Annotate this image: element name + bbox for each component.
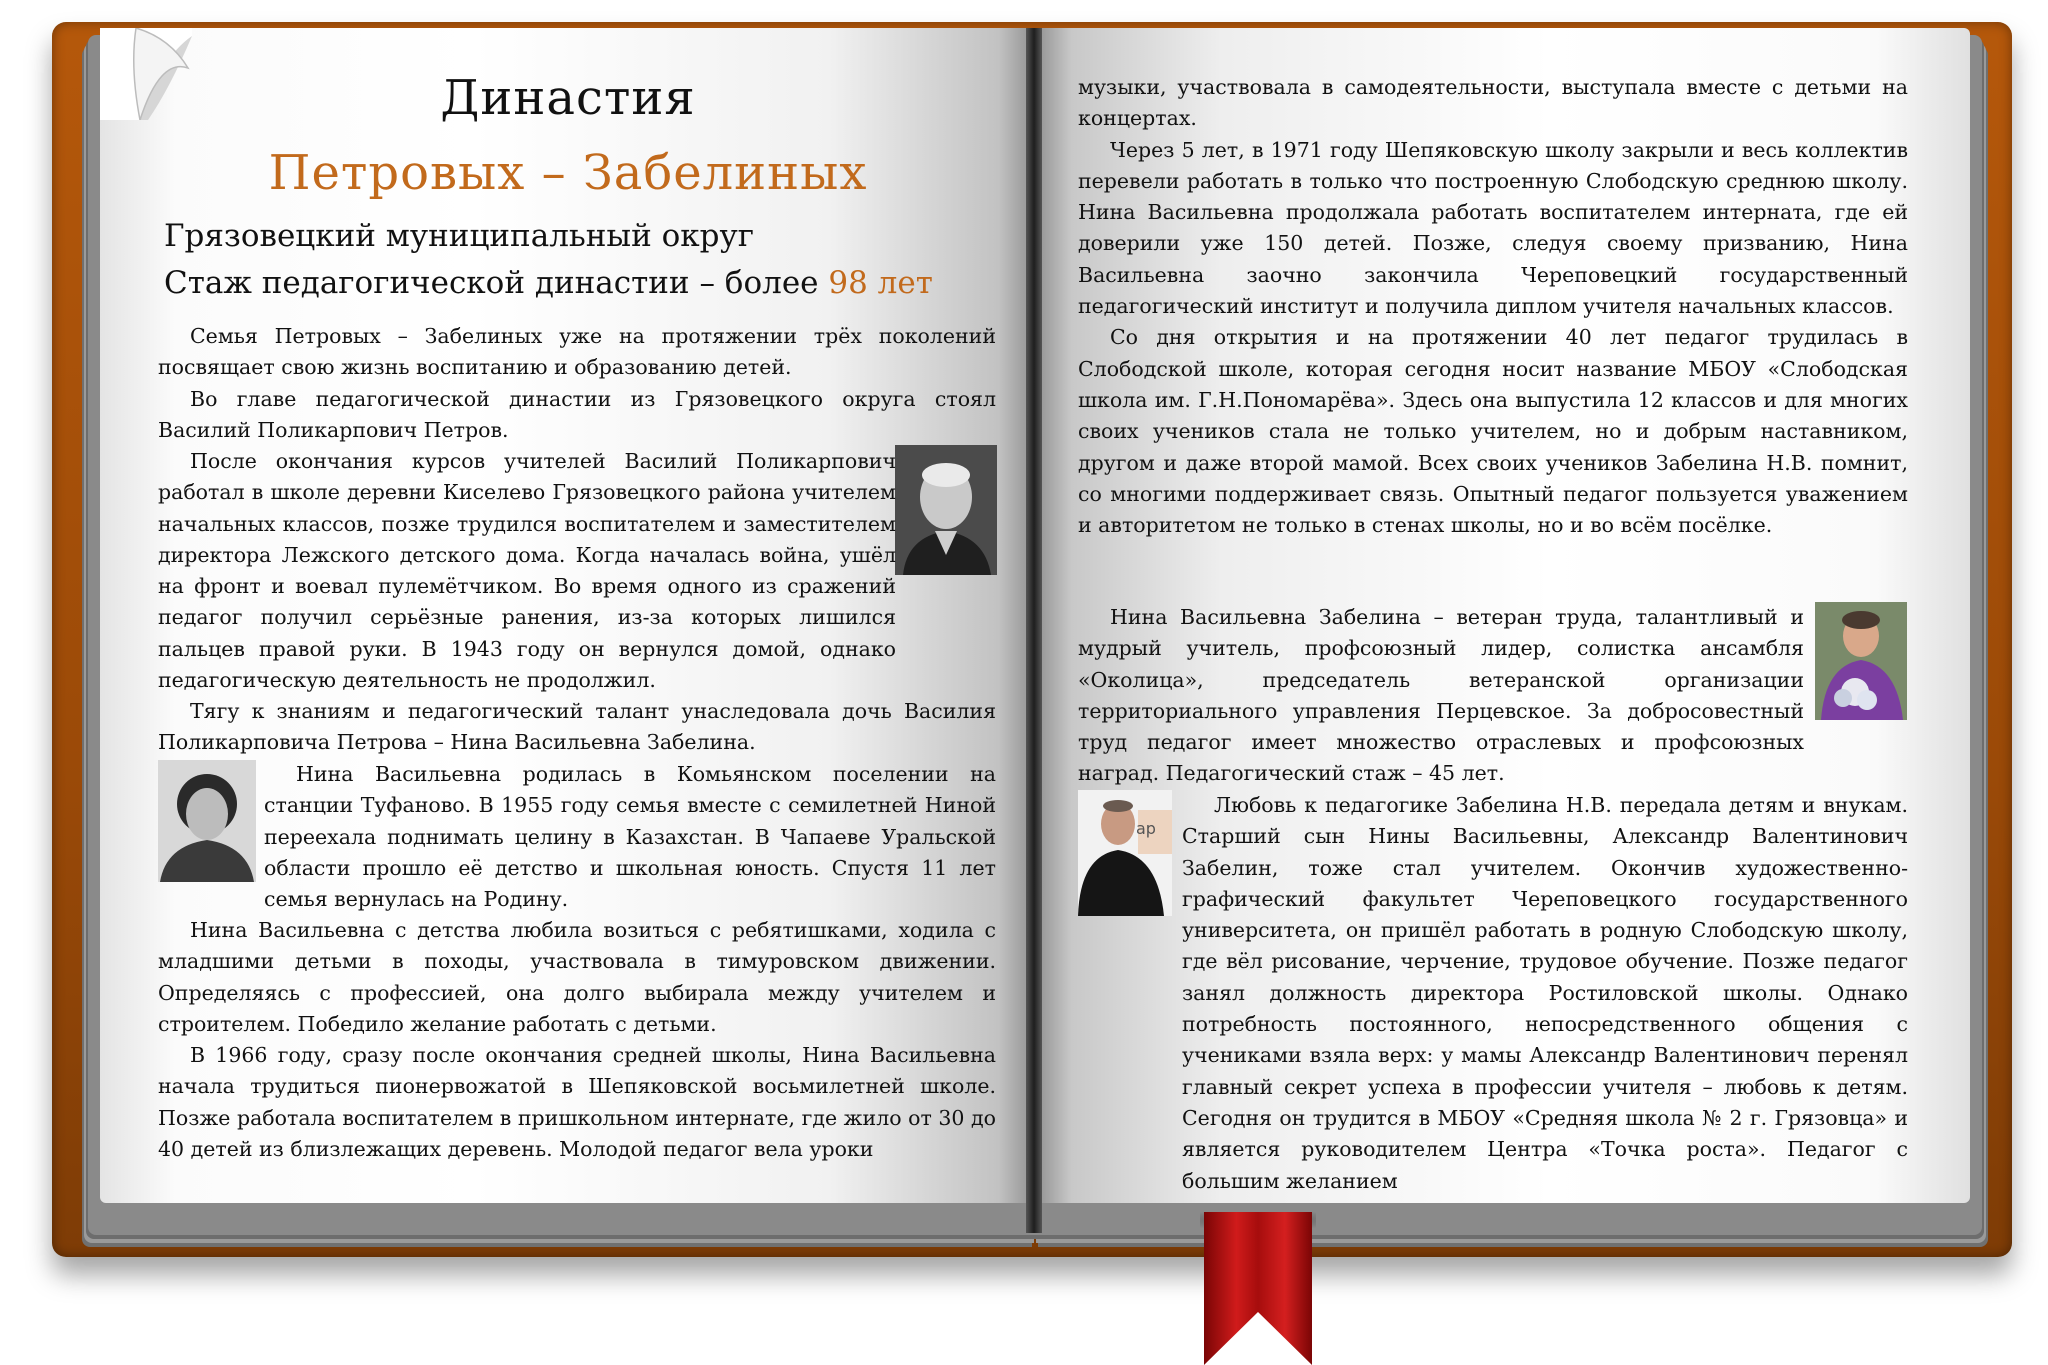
left-paragraph-7: В 1966 году, сразу после окончания средней школы, Нина Васильевна начала трудиться пионервожатой в Шепяковской восьмилетней школе. Позже работала воспитателем в пришкольном интернате, где жило от 30 до 40 детей из близлежащих деревень. Молодой педагог вела уроки	[158, 1043, 996, 1162]
right-paragraph-5: Любовь к педагогике Забелина Н.В. передала детям и внукам. Старший сын Нины Васильевны, Александр Валентинович Забелин, тоже стал учителем. Окончив художественно-графический факультет Череповецкого государственного университета, он пришёл работать в родную Слободскую школу, где вёл рисование, черчение, трудовое обучение. Позже педагог занял должность директора Ростиловской школы. Однако потребность постоянного, непосредственного общения с учениками взяла верх: у мамы Александр Валентинович перенял главный секрет успеха в профессии учителя – любовь к детям. Сегодня он трудится в МБОУ «Средняя школа № 2 г. Грязовца» и является руководителем Центра «Точка роста». Педагог с большим желанием	[1182, 793, 1908, 1193]
right-paragraph-2: Через 5 лет, в 1971 году Шепяковскую школу закрыли и весь коллектив перевели работать в только что построенную Слободскую среднюю школу. Нина Васильевна продолжала работать воспитателем интерната, где ей доверили уже 150 детей. Позже, следуя своему призванию, Нина Васильевна заочно закончила Череповецкий государственный педагогический институт и получила диплом учителя начальных классов.	[1078, 137, 1908, 319]
experience-label: Стаж педагогической династии – более	[164, 265, 829, 301]
right-text-block-2	[1078, 602, 1804, 790]
title-line-2: Петровых – Забелиных	[268, 145, 868, 201]
right-paragraph-3: Со дня открытия и на протяжении 40 лет педагог трудилась в Слободской школе, которая сегодня носит название МБОУ «Слободская школа им. Г.Н.Пономарёва». Здесь она выпустила 12 классов и для многих своих учеников стала не только учителем, но и добрым наставником, другом и даже второй мамой. Всех своих учеников Забелина Н.В. помнит, со многими поддерживает связь. Опытный педагог пользуется уважением и авторитетом не только в стенах школы, но и во всём посёлке.	[1078, 325, 1908, 538]
portrait-young-nina-zabelina-photo	[158, 760, 256, 882]
right-text-block-3	[1182, 790, 1908, 1197]
portrait-vasily-petrov-photo	[895, 445, 997, 575]
svg-text:ар: ар	[1136, 819, 1156, 838]
left-paragraph-2: Во главе педагогической династии из Грязовецкого округа стоял Василий Поликарпович Петров.	[158, 386, 996, 442]
book-spine	[1026, 28, 1042, 1233]
left-text-block-2	[158, 446, 896, 696]
portrait-nina-zabelina-with-flowers-photo	[1815, 602, 1907, 720]
left-text-block-3	[158, 696, 996, 759]
left-paragraph-1: Семья Петровых – Забелиных уже на протяжении трёх поколений посвящает свою жизнь воспитанию и образованию детей.	[158, 324, 996, 380]
experience-value: 98 лет	[828, 265, 933, 301]
left-text-block-4	[264, 759, 996, 915]
title-line-1: Династия	[440, 70, 696, 126]
portrait-alexander-zabelin-photo	[1078, 790, 1172, 916]
experience-subtitle	[164, 265, 933, 301]
left-paragraph-4: Тягу к знаниям и педагогический талант унаследовала дочь Василия Поликарповича Петрова – Нина Васильевна Забелина.	[158, 699, 996, 755]
bookmark-ribbon-icon	[1204, 1212, 1312, 1365]
district-subtitle: Грязовецкий муниципальный округ	[164, 218, 754, 254]
left-text-block-5	[158, 915, 996, 1165]
left-paragraph-3: После окончания курсов учителей Василий Поликарпович работал в школе деревни Киселево Грязовецкого района учителем начальных классов, позже трудился воспитателем и заместителем директора Лежского детского дома. Когда началась война, ушёл на фронт и воевал пулемётчиком. Во время одного из сражений педагог получил серьёзные ранения, из-за которых лишился пальцев правой руки. В 1943 году он вернулся домой, однако педагогическую деятельность не продолжил.	[158, 449, 896, 693]
left-text-block-1	[158, 321, 996, 446]
left-paragraph-5: Нина Васильевна родилась в Комьянском поселении на станции Туфаново. В 1955 году семья вместе с семилетней Ниной переехала поднимать целину в Казахстан. В Чапаеве Уральской области прошло её детство и школьная юность. Спустя 11 лет семья вернулась на Родину.	[264, 762, 996, 912]
left-paragraph-6: Нина Васильевна с детства любила возиться с ребятишками, ходила с младшими детьми в походы, участвовала в тимуровском движении. Определяясь с профессией, она долго выбирала между учителем и строителем. Победило желание работать с детьми.	[158, 918, 996, 1036]
right-text-block-1	[1078, 72, 1908, 541]
right-paragraph-1: музыки, участвовала в самодеятельности, выступала вместе с детьми на концертах.	[1078, 75, 1908, 131]
right-paragraph-4: Нина Васильевна Забелина – ветеран труда, талантливый и мудрый учитель, профсоюзный лидер, солистка ансамбля «Околица», председатель ветеранской организации территориального управления Перцевское. За добросовестный труд педагог имеет множество отраслевых и профсоюзных наград. Педагогический стаж – 45 лет.	[1078, 605, 1804, 786]
